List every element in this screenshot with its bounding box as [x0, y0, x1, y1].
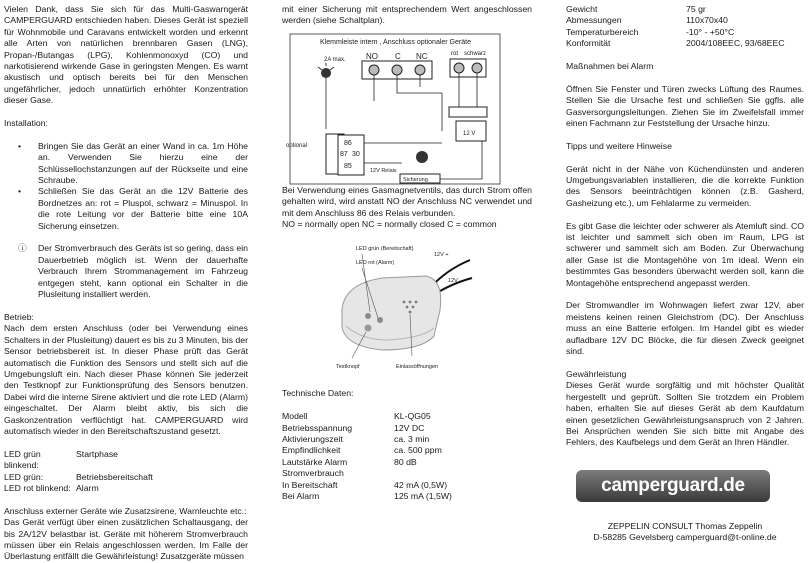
terminal-screw-icon [454, 63, 464, 73]
tech-value: 80 dB [394, 456, 417, 467]
terminal-screw-icon [369, 65, 379, 75]
spec-value: 75 gr [686, 4, 706, 14]
warning-lamp-icon [321, 68, 331, 78]
spec-row [566, 15, 804, 26]
info-icon: ⓘ [18, 243, 27, 254]
test-button-icon [365, 325, 372, 332]
battery-label: 12 V [463, 130, 476, 137]
tech-row [282, 423, 532, 434]
led-row [4, 472, 248, 483]
intro-text: Vielen Dank, dass Sie sich für das Multi-Gaswarngerät CAMPERGUARD entschieden haben. Dieses Gerät ist speziell für Wohnmobile und Caravans entwickelt worden und erkennt alle Arten von natürlichen brennbaren Gasen (LNG), Propan-/Butangas (LPG), Kohlenmonoxyd (CO) und narkotisierend wirkende Gase in geringsten Mengen. Es warnt akustisch und optisch bereits bei für den Menschen ungefährlicher, jedoch unnatürlich erhöhter Konzentration dieser Gase. [4, 4, 248, 106]
tech-value: 12V DC [394, 422, 425, 433]
footer-company: ZEPPELIN CONSULT Thomas Zeppelin [607, 521, 763, 531]
tech-row [282, 411, 532, 422]
external-lamp-icon [416, 151, 428, 163]
label-2a: 2A max. [324, 56, 346, 63]
spec-row [566, 38, 804, 49]
tipps-text-1: Gerät nicht in der Nähe von Küchendünsten und anderen Umgebungsvariablen installieren, die die korrekte Funktion des Sensors beeinträchtigen können (z.B. Gasherd, Gasheizung etc.), um Fehlalarme zu vermeiden. [566, 163, 804, 208]
bullet-item [4, 141, 248, 187]
wiring-diagram-svg [282, 31, 532, 185]
bullet-text: Bringen Sie das Gerät an einer Wand in ca. 1m Höhe an. Verwenden Sie hierzu eine der Schlüssellochstanzungen auf der Rückseite und eine Schraube. [38, 140, 248, 186]
installation-heading: Installation: [4, 118, 48, 129]
led-green-label: LED grün (Bereitschaft) [356, 246, 414, 253]
tech-value: 125 mA (1,5W) [394, 491, 452, 502]
label-rot: rot [451, 50, 459, 57]
spec-row [566, 27, 804, 38]
tipps-heading: Tipps und weitere Hinweise [566, 140, 672, 151]
betrieb-text: Nach dem ersten Anschluss (oder bei Verwendung eines Schalters in der Plusleitung) dauert es bis zu 3 Minuten, bis der Sensor betriebsbereit ist. In dieser Phase prüft das Gerät automatisch die Funktion des Sensors und stellt sich auf die Umgebungsluft ein. Nach dieser Phase können Sie jederzeit den Testknopf zur Funktionsprüfung des Sensors benutzen. Dabei wird die interne Sirene aktiviert und die rote LED (Alarm) eingeschaltet. Der Alarm bleibt aktiv, bis sich die Gaskonzentration verflüchtigt hat. CAMPERGUARD wird automatisch wieder in den Bereitschaftszustand gesetzt. [4, 323, 248, 436]
device-body-icon [342, 276, 441, 350]
spec-row [566, 4, 804, 15]
spec-label: Konformität [566, 38, 611, 49]
tech-label: Bei Alarm [282, 491, 320, 502]
tech-row [282, 491, 532, 502]
led-icon [365, 313, 371, 319]
led-label: LED grün: [4, 471, 44, 482]
camperguard-logo: camperguard.de [576, 470, 770, 502]
tech-row [282, 468, 532, 479]
spec-label: Gewicht [566, 4, 598, 14]
relay-pin: 86 [344, 139, 352, 147]
relay-pin: 85 [344, 162, 352, 170]
einlass-label: Einlassöffnungen [396, 364, 439, 371]
label-optional: optional [286, 142, 308, 149]
terminal-screw-icon [415, 65, 425, 75]
testknopf-label: Testknopf [336, 364, 360, 371]
tech-value [394, 468, 532, 479]
tech-value: 42 mA (0,5W) [394, 479, 448, 490]
anschluss-text: Das Gerät verfügt über einen zusätzlichen Schaltausgang, der bis 2A/12V belastbar ist. Geräte mit höherem Stromverbrauch müssen über ein Relais angeschlossen werden. Im Falle der Überlastung entfällt die Gewährleistung! Zusatzgeräte müssen [4, 517, 248, 562]
tech-heading: Technische Daten: [282, 388, 354, 399]
fuse-small-icon [449, 107, 487, 117]
anschluss-heading: Anschluss externer Geräte wie Zusatzsirene, Warnleuchte etc.: [4, 505, 247, 516]
bullet-item [4, 186, 248, 232]
tech-label: Modell [282, 411, 308, 422]
device-photo [322, 240, 482, 376]
tech-label: Aktivierungszeit [282, 434, 343, 445]
label-c: C [395, 51, 401, 61]
alarm-text: Öffnen Sie Fenster und Türen zwecks Lüftung des Raumes. Stellen Sie die Ursache fest und schließen Sie ggfls. alle Gasversorgungsleitungen. Ziehen Sie im Zweifelsfall immer einen Fachmann zur Feststellung der Ursache hinzu. [566, 83, 804, 129]
tech-label: Stromverbrauch [282, 468, 344, 479]
spec-value: 2004/108EEC, 93/68EEC [686, 38, 785, 49]
gewaehrleistung-heading: Gewährleistung [566, 368, 627, 379]
wiring-diagram [282, 31, 532, 185]
tech-label: Lautstärke Alarm [282, 456, 348, 467]
tech-label: Betriebsspannung [282, 422, 353, 433]
continuation-text: mit einer Sicherung mit entsprechendem Wert angeschlossen werden (siehe Schaltplan). [282, 4, 532, 26]
led-label: LED rot blinkend: [4, 482, 71, 493]
led-red-label: LED rot (Alarm) [356, 260, 395, 267]
fuse-label: Sicherung [403, 176, 428, 183]
led-value: Betriebsbereitschaft [76, 471, 153, 482]
led-value: Alarm [76, 482, 99, 493]
column-right [566, 4, 804, 449]
bullet-icon: • [18, 186, 22, 197]
tech-row [282, 445, 532, 456]
terminal-screw-icon [392, 65, 402, 75]
bullet-icon: • [18, 140, 22, 151]
diagram-title: Klemmleiste intern , Anschluss optionaler Geräte [320, 38, 471, 46]
relay-pin: 87 [340, 150, 348, 158]
plus-label: 12V + [434, 252, 449, 259]
tech-row [282, 457, 532, 468]
label-nc: NC [416, 51, 428, 61]
tipps-text-3: Der Stromwandler im Wohnwagen liefert zwar 12V, aber meistens keinen reinen Gleichstrom (DC). Der Anschluss muss an eine Batterie erfolgen. Im Handel gibt es wieder aufladbare 12V DC Blöcke, die für diesen Zweck geeignet sind. [566, 300, 804, 357]
tech-row [282, 434, 532, 445]
betrieb-heading: Betrieb: [4, 311, 34, 322]
bullet-text: Der Stromverbrauch des Geräts ist so gering, dass ein Dauerbetrieb möglich ist. Wenn der dauerhafte Verbrauch Ihrem Strommanagement im Fahrzeug entgegen steht, kann optional ein Schalter in die Plusleitung installiert werden. [38, 243, 248, 300]
device-illustration [322, 240, 482, 376]
tipps-text-2: Es gibt Gase die leichter oder schwerer als Atemluft sind. CO ist leichter und sammelt sich oben im Raum, LPG ist schwerer und sammelt sich am Boden. Zur Überwachung aller Gase ist die Montagehöhe von 1m ideal. Wenn ein bestimmtes Gas besonders überwacht werden soll, kann die Montagehöhe entsprechend angepasst werden. [566, 220, 804, 288]
relay-pin: 30 [352, 150, 360, 158]
column-left [4, 4, 248, 563]
terminal-screw-icon [472, 63, 482, 73]
nonc-legend: NO = normally open NC = normally closed C = common [282, 219, 497, 230]
tech-label: In Bereitschaft [282, 479, 338, 490]
spec-label: Abmessungen [566, 15, 622, 26]
diagram-caption: Bei Verwendung eines Gasmagnetventils, das durch Strom offen gehalten wird, wird anstatt NO der Anschluss NC verwendet und mit dem Anschluss 86 des Relais verbunden. [282, 184, 532, 218]
spec-label: Temperaturbereich [566, 26, 639, 37]
column-middle [282, 4, 532, 502]
spec-value: -10° - +50°C [686, 26, 735, 37]
led-row [4, 483, 248, 494]
bullet-item [4, 243, 248, 300]
led-row [4, 449, 248, 472]
tech-value: ca. 3 min [394, 434, 430, 445]
label-schwarz: schwarz [464, 50, 487, 57]
tech-row [282, 480, 532, 491]
gewaehrleistung-text: Dieses Gerät wurde sorgfältig und mit höchster Qualität hergestellt und geprüft. Sollten Sie trotzdem ein Problem haben, erhalten Sie auf dieses Gerät ab dem Kaufdatum einen gesetzlichen Gewährleistungsanspruch von 2 Jahren. Bei Ansprüchen wenden Sie sich bitte mit Angabe des Fehlers, des Kaufbelegs und dem Gerät an Ihren Händler. [566, 380, 804, 448]
label-no: NO [366, 51, 378, 61]
tech-value: ca. 500 ppm [394, 445, 442, 456]
footer-address [566, 521, 804, 544]
bullet-text: Schließen Sie das Gerät an die 12V Batterie des Bordnetzes an: rot = Pluspol, schwarz = Minuspol. In die rote Leitung vor der Batterie bitte eine 10A Sicherung einsetzen. [38, 186, 248, 231]
minus-label: 12V - [448, 278, 462, 285]
tech-value: KL-QG05 [394, 411, 431, 422]
led-label: LED grün blinkend: [4, 448, 41, 471]
relay-label: 12V Relais [370, 167, 397, 174]
alarm-heading: Maßnahmen bei Alarm [566, 61, 654, 72]
footer-contact: D-58285 Gevelsberg camperguard@t-online.de [593, 532, 777, 543]
spec-value: 110x70x40 [686, 15, 728, 26]
led-value: Startphase [76, 448, 119, 459]
tech-label: Empfindlichkeit [282, 445, 341, 456]
